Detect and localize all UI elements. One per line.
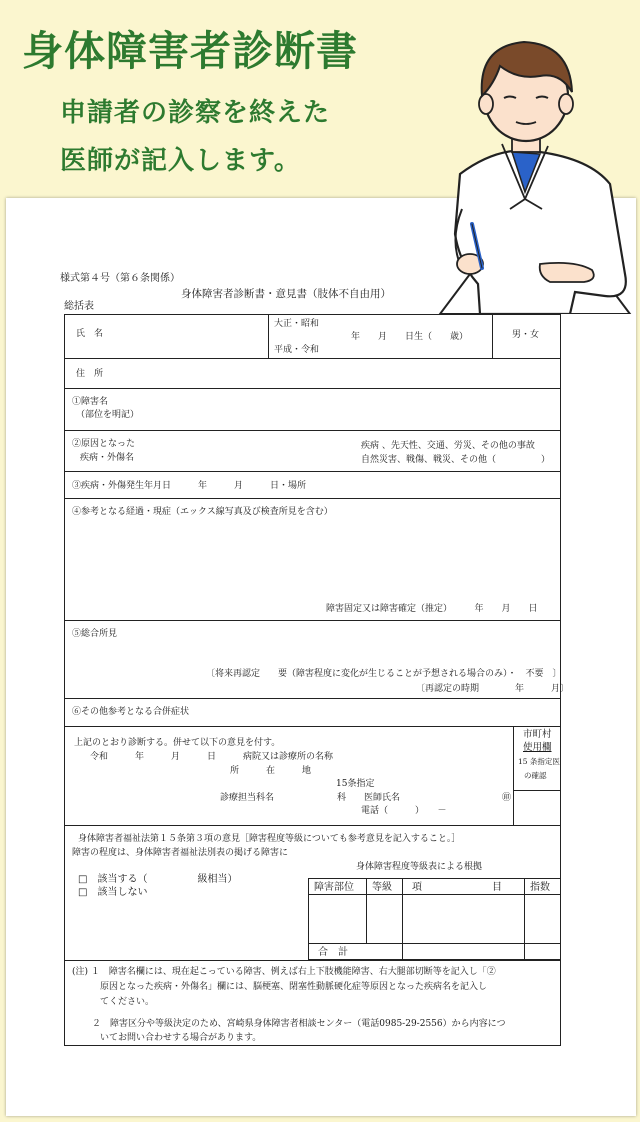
form-number: 様式第４号（第６条関係） bbox=[60, 273, 180, 284]
general-findings-label: ⑤総合所見 bbox=[72, 629, 118, 639]
note-1-line-1: (注) １ 障害名欄には、現在起こっている障害、例えば右上下肢機能障害、右大腿部切断等を記入し「② bbox=[72, 967, 496, 977]
recertification-line-2: 〔再認定の時期 年 月〕 bbox=[416, 684, 570, 694]
fixed-date: 障害固定又は障害確定（推定） 年 月 日 bbox=[326, 604, 538, 614]
grade-header-part: 障害部位 bbox=[314, 882, 354, 893]
note-1-line-3: てください。 bbox=[100, 997, 155, 1007]
grade-header-grade: 等級 bbox=[372, 882, 392, 893]
check-applicable: □ 該当する（ 級相当） bbox=[78, 874, 238, 885]
subtitle-line-1: 申請者の診察を終えた bbox=[60, 98, 331, 128]
address-label: 住 所 bbox=[76, 369, 104, 379]
grade-table-caption: 身体障害程度等級表による根拠 bbox=[356, 862, 483, 872]
complications-label: ⑥その他参考となる合併症状 bbox=[72, 707, 190, 717]
note-2-line-1: ２ 障害区分や等級決定のため、宮崎県身体障害者相談センター（電話0985-29-2556）から内容につ bbox=[92, 1019, 506, 1029]
municipal-label-2: 使用欄 bbox=[523, 742, 552, 753]
grade-total: 合 計 bbox=[318, 947, 348, 958]
municipal-label-4: の確認 bbox=[524, 771, 547, 780]
summary-label: 総括表 bbox=[64, 301, 94, 312]
doctor-writing-illustration bbox=[400, 24, 640, 314]
cause-options-1: 疾病 、先天性、交通、労災、その他の事故 bbox=[361, 441, 535, 451]
grade-header-item: 項 目 bbox=[412, 882, 502, 893]
grade-header-index: 指数 bbox=[530, 882, 550, 893]
check-not-applicable: □ 該当しない bbox=[78, 887, 148, 898]
doctor-name-line: 診療担当科名 科 医師氏名 bbox=[220, 793, 401, 803]
history-label: ④参考となる経過・現症（エックス線写真及び検査所見を含む） bbox=[72, 507, 333, 517]
birth-date: 年 月 日生（ 歳） bbox=[351, 332, 469, 342]
certificate-form bbox=[6, 198, 636, 1116]
diagnosis-address-line: 所 在 地 bbox=[230, 766, 312, 776]
opinion-line-1: 身体障害者福祉法第１５条第３項の意見［障害程度等級についても参考意見を記入すること。］ bbox=[78, 834, 461, 844]
subtitle-line-2: 医師が記入します。 bbox=[60, 146, 301, 176]
era-line-1: 大正・昭和 bbox=[274, 319, 320, 329]
cause-options-2: 自然災害、戦傷、戦災、その他（ ） bbox=[361, 455, 551, 465]
diagnosis-statement: 上記のとおり診断する。併せて以下の意見を付す。 bbox=[74, 738, 281, 748]
era-line-2: 平成・令和 bbox=[274, 345, 320, 355]
sex-field: 男・女 bbox=[512, 330, 540, 340]
disability-name-label: ①障害名 bbox=[72, 397, 109, 407]
cause-label-1: ②原因となった bbox=[72, 439, 136, 449]
seal-mark: ㊞ bbox=[502, 793, 512, 803]
form-title: 身体障害者診断書・意見書（肢体不自由用） bbox=[181, 288, 391, 300]
opinion-line-2: 障害の程度は、身体障害者福祉法別表の掲げる障害に bbox=[72, 848, 289, 858]
designation-line: 15条指定 bbox=[336, 779, 375, 789]
municipal-label-1: 市町村 bbox=[523, 729, 552, 740]
page-title: 身体障害者診断書 bbox=[22, 27, 358, 75]
diagnosis-date-line: 令和 年 月 日 病院又は診療所の名称 bbox=[90, 752, 334, 762]
cause-label-2: 疾病・外傷名 bbox=[80, 453, 135, 463]
name-label: 氏 名 bbox=[76, 329, 104, 339]
note-1-line-2: 原因となった疾病・外傷名」欄には、脳梗塞、閉塞性動脈硬化症等原因となった疾病名を記入し bbox=[100, 982, 488, 992]
note-2-line-2: いてお問い合わせする場合があります。 bbox=[100, 1033, 262, 1043]
disability-name-note: （部位を明記） bbox=[76, 410, 140, 420]
recertification-line-1: 〔将来再認定 要（障害程度に変化が生じることが予想される場合のみ）・ 不要 〕 bbox=[206, 669, 562, 679]
onset-field: ③疾病・外傷発生年月日 年 月 日・場所 bbox=[72, 481, 307, 491]
municipal-label-3: 15 条指定医 bbox=[518, 757, 560, 766]
phone-line: 電話（ ） － bbox=[361, 806, 447, 816]
